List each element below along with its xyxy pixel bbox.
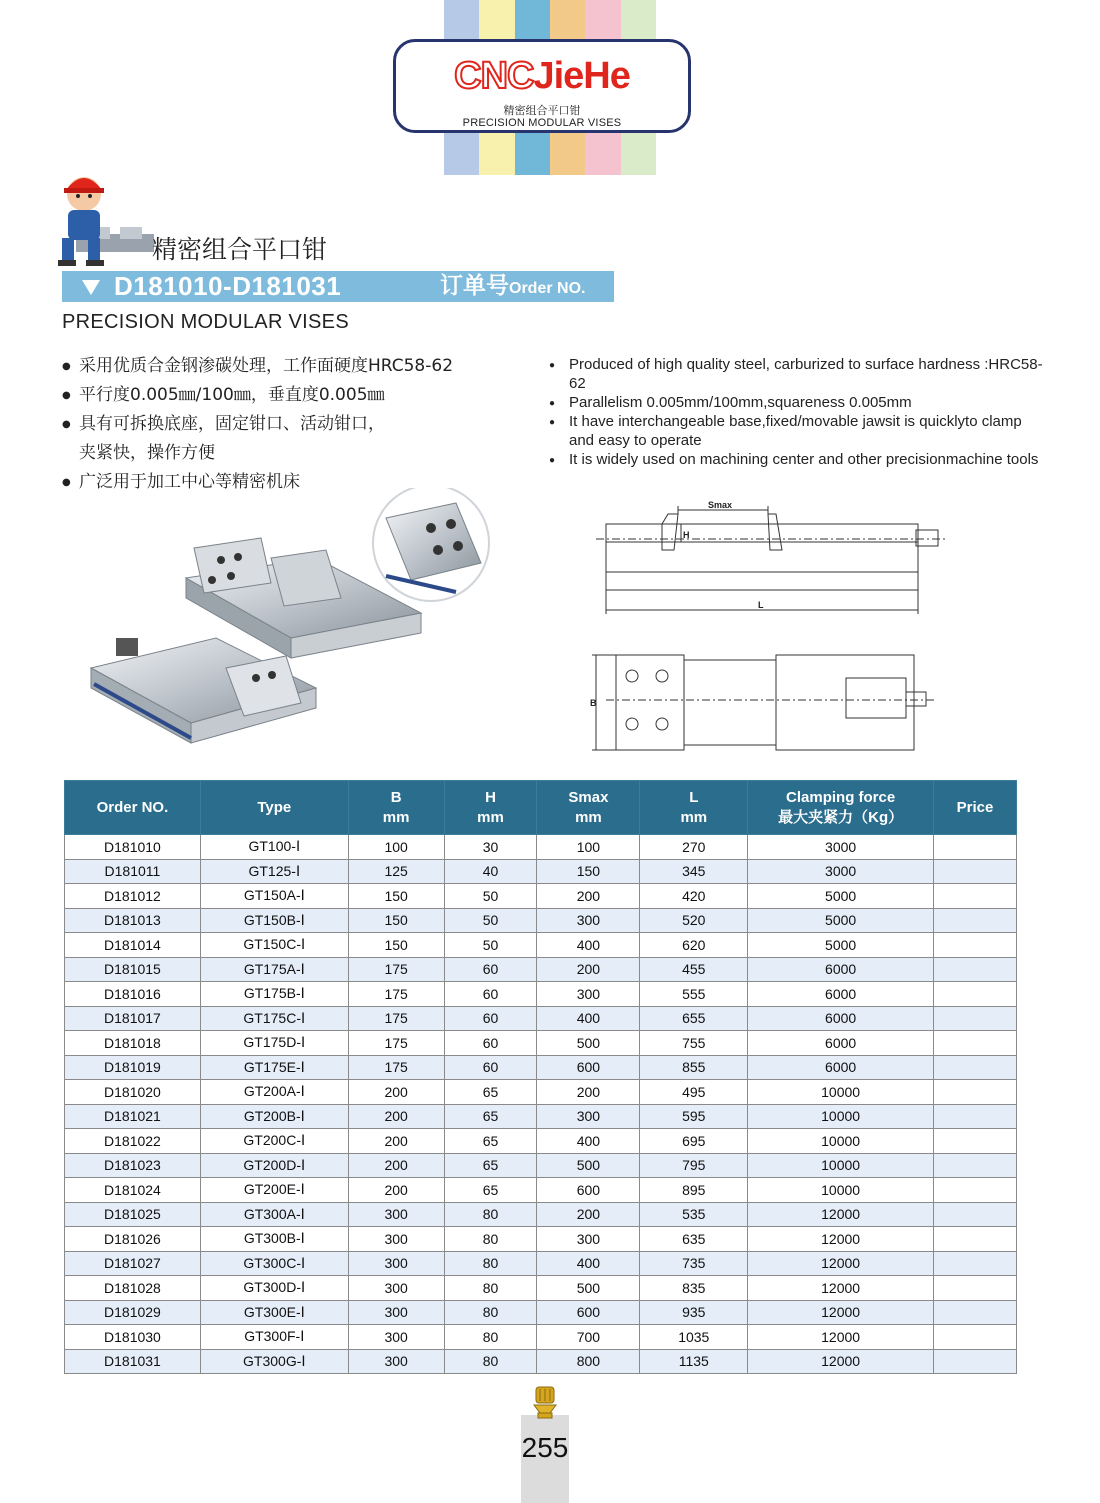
table-cell: GT300D-Ⅰ <box>200 1276 348 1301</box>
table-cell: 800 <box>537 1349 640 1374</box>
table-cell: D181015 <box>65 957 201 982</box>
table-cell: D181023 <box>65 1153 201 1178</box>
table-cell: 600 <box>537 1178 640 1203</box>
table-cell: 12000 <box>748 1202 934 1227</box>
header-top-text: B <box>390 788 402 806</box>
table-row <box>65 1325 1017 1350</box>
smax-label: Smax <box>708 500 733 510</box>
table-cell: 65 <box>444 1178 537 1203</box>
table-cell <box>934 908 1017 933</box>
table-row <box>65 1202 1017 1227</box>
order-label-cn: 订单号 <box>440 273 509 299</box>
feature-cn-item-continued: 夹紧快，操作方便 <box>79 443 215 463</box>
table-cell <box>934 957 1017 982</box>
table-row <box>65 1006 1017 1031</box>
table-cell: 3000 <box>748 835 934 860</box>
header-top-text: L <box>689 788 699 806</box>
table-cell: GT200E-Ⅰ <box>200 1178 348 1203</box>
table-row <box>65 1055 1017 1080</box>
table-cell: 200 <box>348 1178 444 1203</box>
table-cell: 420 <box>640 884 748 909</box>
table-row <box>65 859 1017 884</box>
table-cell: 5000 <box>748 884 934 909</box>
table-cell: D181027 <box>65 1251 201 1276</box>
table-cell: 6000 <box>748 957 934 982</box>
table-cell: 635 <box>640 1227 748 1252</box>
table-cell: 80 <box>444 1300 537 1325</box>
table-cell: 65 <box>444 1104 537 1129</box>
table-cell: GT200A-Ⅰ <box>200 1080 348 1105</box>
table-cell: 300 <box>348 1325 444 1350</box>
table-cell: D181021 <box>65 1104 201 1129</box>
table-header-cell <box>640 781 748 835</box>
table-cell: 1035 <box>640 1325 748 1350</box>
table-cell: 150 <box>348 884 444 909</box>
spec-table <box>64 780 1017 1374</box>
table-cell: GT175C-Ⅰ <box>200 1006 348 1031</box>
table-cell: GT300G-Ⅰ <box>200 1349 348 1374</box>
table-cell: D181028 <box>65 1276 201 1301</box>
table-row <box>65 957 1017 982</box>
logo-subtitle-cn: 精密组合平口钳 <box>503 105 581 117</box>
table-cell: D181014 <box>65 933 201 958</box>
table-cell: GT150A-Ⅰ <box>200 884 348 909</box>
table-cell: 300 <box>537 982 640 1007</box>
table-cell: D181031 <box>65 1349 201 1374</box>
logo-jiehe: JieHe <box>533 55 630 97</box>
table-row <box>65 1349 1017 1374</box>
table-cell: GT175A-Ⅰ <box>200 957 348 982</box>
product-photo <box>86 488 496 758</box>
table-cell: GT175B-Ⅰ <box>200 982 348 1007</box>
table-cell: 12000 <box>748 1349 934 1374</box>
table-cell: 200 <box>537 1202 640 1227</box>
table-row <box>65 1153 1017 1178</box>
table-cell: 600 <box>537 1300 640 1325</box>
table-cell: 125 <box>348 859 444 884</box>
table-row <box>65 908 1017 933</box>
table-row <box>65 933 1017 958</box>
table-cell: GT150C-Ⅰ <box>200 933 348 958</box>
table-row <box>65 1031 1017 1056</box>
table-cell <box>934 859 1017 884</box>
header-top-text: Clamping force <box>786 788 896 806</box>
table-cell: 175 <box>348 1055 444 1080</box>
table-cell: 755 <box>640 1031 748 1056</box>
table-body <box>65 835 1017 1374</box>
table-cell <box>934 1251 1017 1276</box>
table-cell: 495 <box>640 1080 748 1105</box>
table-cell: 3000 <box>748 859 934 884</box>
logo-cnc: CNC <box>454 55 534 97</box>
table-cell: 80 <box>444 1227 537 1252</box>
table-cell: 30 <box>444 835 537 860</box>
table-cell: 200 <box>348 1129 444 1154</box>
table-row <box>65 1104 1017 1129</box>
title-english: PRECISION MODULAR VISES <box>62 311 349 333</box>
table-cell: 10000 <box>748 1080 934 1105</box>
table-cell: 40 <box>444 859 537 884</box>
table-cell <box>934 1227 1017 1252</box>
mascot-icon <box>58 172 156 272</box>
table-cell: 10000 <box>748 1104 934 1129</box>
header-top-text: H <box>485 788 496 806</box>
table-cell: 600 <box>537 1055 640 1080</box>
table-cell: 80 <box>444 1276 537 1301</box>
table-cell: D181020 <box>65 1080 201 1105</box>
brand-logo <box>393 39 691 133</box>
table-cell: GT175D-Ⅰ <box>200 1031 348 1056</box>
table-cell: 400 <box>537 1129 640 1154</box>
table-cell: 50 <box>444 933 537 958</box>
table-cell: 50 <box>444 884 537 909</box>
table-cell: 175 <box>348 982 444 1007</box>
table-cell: 6000 <box>748 1031 934 1056</box>
table-cell: 175 <box>348 1031 444 1056</box>
product-code-bar <box>62 271 614 302</box>
table-cell: D181017 <box>65 1006 201 1031</box>
table-cell: 935 <box>640 1300 748 1325</box>
table-header-cell <box>748 781 934 835</box>
table-cell: 535 <box>640 1202 748 1227</box>
table-cell: 655 <box>640 1006 748 1031</box>
table-cell <box>934 1080 1017 1105</box>
table-cell <box>934 884 1017 909</box>
table-cell: 6000 <box>748 1006 934 1031</box>
table-cell <box>934 1300 1017 1325</box>
feature-cn-item: ● 广泛用于加工中心等精密机床 <box>62 468 532 497</box>
table-cell: 100 <box>537 835 640 860</box>
feature-en-item: ● It have interchangeable base,fixed/movable jawsit is quicklyto clamp and easy to operate <box>549 412 1049 450</box>
table-cell: 6000 <box>748 1055 934 1080</box>
header-bottom-text: mm <box>477 808 504 826</box>
header-top-text: Type <box>257 798 292 816</box>
table-cell: 10000 <box>748 1153 934 1178</box>
title-chinese: 精密组合平口钳 <box>152 235 328 264</box>
feature-cn-item: ● 平行度0.005㎜/100㎜，垂直度0.005㎜ <box>62 381 532 410</box>
table-row <box>65 1276 1017 1301</box>
table-cell: GT300B-Ⅰ <box>200 1227 348 1252</box>
table-cell: GT125-Ⅰ <box>200 859 348 884</box>
table-cell: 270 <box>640 835 748 860</box>
table-cell: 60 <box>444 1031 537 1056</box>
top-view-drawing <box>586 640 956 755</box>
features-english <box>549 355 1049 469</box>
table-cell: 500 <box>537 1153 640 1178</box>
table-cell: 12000 <box>748 1227 934 1252</box>
table-cell <box>934 1276 1017 1301</box>
table-cell: 300 <box>348 1300 444 1325</box>
order-label-en: Order NO. <box>509 280 586 297</box>
table-cell: 50 <box>444 908 537 933</box>
table-cell <box>934 1129 1017 1154</box>
product-code-range: D181010-D181031 <box>114 271 342 301</box>
table-cell: 65 <box>444 1129 537 1154</box>
order-number-label <box>440 271 585 304</box>
table-cell: 65 <box>444 1080 537 1105</box>
table-cell: D181026 <box>65 1227 201 1252</box>
table-cell: 895 <box>640 1178 748 1203</box>
table-cell <box>934 982 1017 1007</box>
triangle-down-icon <box>82 280 100 295</box>
table-cell: 10000 <box>748 1178 934 1203</box>
page-number: 255 <box>521 1432 569 1463</box>
table-cell: GT150B-Ⅰ <box>200 908 348 933</box>
table-cell: GT200C-Ⅰ <box>200 1129 348 1154</box>
table-cell: 620 <box>640 933 748 958</box>
table-cell: 80 <box>444 1251 537 1276</box>
table-row <box>65 1227 1017 1252</box>
table-cell: 12000 <box>748 1251 934 1276</box>
table-header-row <box>65 781 1017 835</box>
table-cell: 150 <box>348 908 444 933</box>
header-top-text: Price <box>956 798 994 816</box>
table-cell: 795 <box>640 1153 748 1178</box>
table-cell: D181010 <box>65 835 201 860</box>
feature-en-item: ● Produced of high quality steel, carburized to surface hardness :HRC58-62 <box>549 355 1049 393</box>
table-row <box>65 884 1017 909</box>
table-cell: 10000 <box>748 1129 934 1154</box>
table-cell: 300 <box>537 1227 640 1252</box>
table-cell: 400 <box>537 933 640 958</box>
table-cell: 12000 <box>748 1325 934 1350</box>
table-cell: 200 <box>537 957 640 982</box>
header-bottom-text: mm <box>382 808 410 826</box>
table-cell <box>934 1325 1017 1350</box>
table-cell <box>934 1153 1017 1178</box>
table-row <box>65 1129 1017 1154</box>
table-cell <box>934 1031 1017 1056</box>
table-cell <box>934 1178 1017 1203</box>
table-cell <box>934 1202 1017 1227</box>
logo-wordmark <box>396 56 688 96</box>
table-cell: 200 <box>537 884 640 909</box>
table-cell <box>934 1006 1017 1031</box>
table-cell: D181011 <box>65 859 201 884</box>
table-cell: GT200D-Ⅰ <box>200 1153 348 1178</box>
table-cell <box>934 1055 1017 1080</box>
table-cell: 175 <box>348 1006 444 1031</box>
table-cell: 200 <box>348 1104 444 1129</box>
table-cell <box>934 933 1017 958</box>
table-cell: 500 <box>537 1276 640 1301</box>
table-cell: 150 <box>537 859 640 884</box>
header-bottom-text: mm <box>680 808 708 826</box>
table-cell: 595 <box>640 1104 748 1129</box>
table-cell <box>934 1349 1017 1374</box>
table-cell: 60 <box>444 982 537 1007</box>
table-row <box>65 1300 1017 1325</box>
table-cell: 700 <box>537 1325 640 1350</box>
header-top-text: Smax <box>568 788 609 806</box>
features-chinese <box>62 352 532 497</box>
table-cell: GT200B-Ⅰ <box>200 1104 348 1129</box>
table-cell: GT300E-Ⅰ <box>200 1300 348 1325</box>
table-cell: D181013 <box>65 908 201 933</box>
table-cell: GT300A-Ⅰ <box>200 1202 348 1227</box>
table-cell: 500 <box>537 1031 640 1056</box>
table-cell: 65 <box>444 1153 537 1178</box>
side-view-drawing <box>586 498 956 620</box>
feature-cn-item: ● 具有可拆换底座，固定钳口、活动钳口， <box>62 410 532 439</box>
table-cell: 300 <box>348 1251 444 1276</box>
table-cell: 80 <box>444 1349 537 1374</box>
table-cell: 12000 <box>748 1300 934 1325</box>
table-cell: D181018 <box>65 1031 201 1056</box>
table-cell <box>934 835 1017 860</box>
table-cell: 60 <box>444 1006 537 1031</box>
table-cell: 345 <box>640 859 748 884</box>
table-header-cell <box>65 781 201 835</box>
table-cell: 835 <box>640 1276 748 1301</box>
table-cell: 300 <box>348 1276 444 1301</box>
table-cell: 60 <box>444 957 537 982</box>
table-cell: 200 <box>537 1080 640 1105</box>
table-cell: 200 <box>348 1080 444 1105</box>
b-label: B <box>590 698 597 708</box>
table-row <box>65 982 1017 1007</box>
table-cell: 455 <box>640 957 748 982</box>
feature-en-item: ● Parallelism 0.005mm/100mm,squareness 0.005mm <box>549 393 1049 412</box>
table-cell: 735 <box>640 1251 748 1276</box>
table-cell: 1135 <box>640 1349 748 1374</box>
table-header-cell <box>537 781 640 835</box>
feature-en-item: ● It is widely used on machining center and other precisionmachine tools <box>549 450 1049 469</box>
table-cell: 555 <box>640 982 748 1007</box>
table-header-cell <box>444 781 537 835</box>
header-top-text: Order NO. <box>96 798 169 816</box>
table-row <box>65 1080 1017 1105</box>
table-header-cell <box>348 781 444 835</box>
table-cell: 175 <box>348 957 444 982</box>
table-cell: 855 <box>640 1055 748 1080</box>
table-cell: 6000 <box>748 982 934 1007</box>
table-cell: D181025 <box>65 1202 201 1227</box>
table-cell: 5000 <box>748 933 934 958</box>
table-cell: 400 <box>537 1251 640 1276</box>
table-cell: 12000 <box>748 1276 934 1301</box>
h-label: H <box>683 530 690 540</box>
table-cell: 300 <box>348 1227 444 1252</box>
table-cell: 80 <box>444 1325 537 1350</box>
table-cell: 150 <box>348 933 444 958</box>
table-header-cell <box>934 781 1017 835</box>
table-cell: 200 <box>348 1153 444 1178</box>
table-cell: D181022 <box>65 1129 201 1154</box>
table-row <box>65 1251 1017 1276</box>
table-cell: 300 <box>537 1104 640 1129</box>
table-cell: 80 <box>444 1202 537 1227</box>
table-cell: GT100-Ⅰ <box>200 835 348 860</box>
table-cell: D181024 <box>65 1178 201 1203</box>
table-cell: 100 <box>348 835 444 860</box>
table-cell: 300 <box>348 1202 444 1227</box>
table-cell <box>934 1104 1017 1129</box>
table-cell: D181029 <box>65 1300 201 1325</box>
l-label: L <box>758 600 764 610</box>
table-cell: D181016 <box>65 982 201 1007</box>
feature-cn-item: ● 采用优质合金钢渗碳处理，工作面硬度HRC58-62 <box>62 352 532 381</box>
table-cell: D181019 <box>65 1055 201 1080</box>
header-bottom-text: mm <box>575 808 602 826</box>
table-cell: 60 <box>444 1055 537 1080</box>
table-cell: 400 <box>537 1006 640 1031</box>
table-cell: 5000 <box>748 908 934 933</box>
table-cell: D181030 <box>65 1325 201 1350</box>
table-cell: GT175E-Ⅰ <box>200 1055 348 1080</box>
table-cell: 695 <box>640 1129 748 1154</box>
table-cell: 300 <box>537 908 640 933</box>
table-cell: GT300C-Ⅰ <box>200 1251 348 1276</box>
table-cell: D181012 <box>65 884 201 909</box>
table-cell: GT300F-Ⅰ <box>200 1325 348 1350</box>
table-header-cell <box>200 781 348 835</box>
table-row <box>65 835 1017 860</box>
logo-subtitle-en: PRECISION MODULAR VISES <box>462 117 622 129</box>
header-bottom-text: 最大夹紧力（Kg） <box>778 808 904 826</box>
trophy-icon <box>530 1385 560 1421</box>
table-cell: 300 <box>348 1349 444 1374</box>
table-cell: 520 <box>640 908 748 933</box>
table-row <box>65 1178 1017 1203</box>
